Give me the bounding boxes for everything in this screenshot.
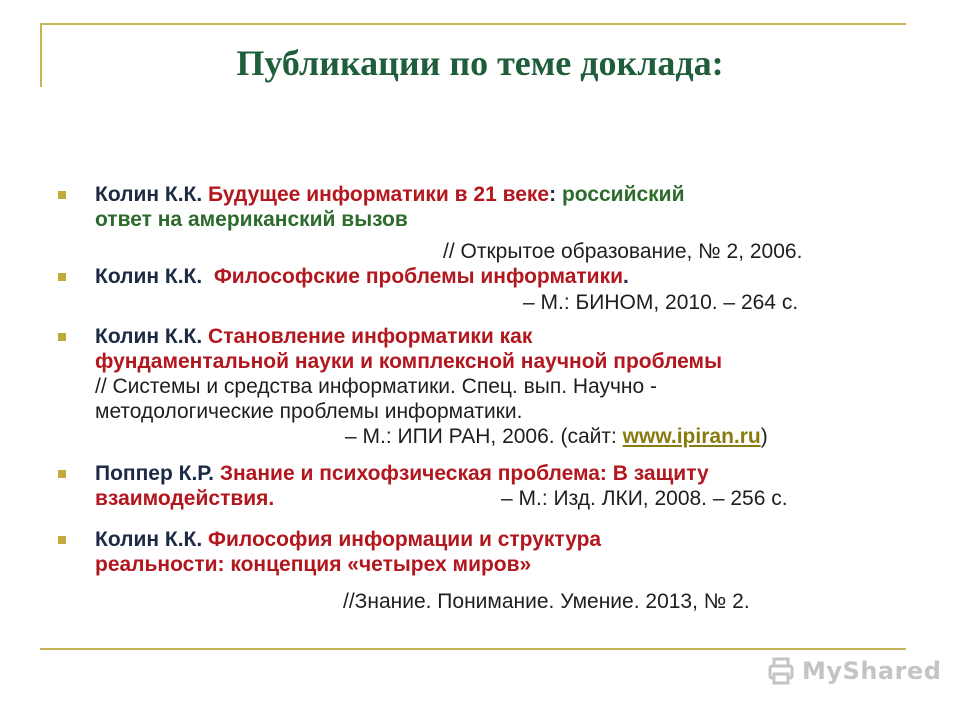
- bullet-icon: [58, 333, 66, 341]
- item-title: Философские проблемы информатики: [213, 265, 623, 288]
- item-source: – М.: Изд. ЛКИ, 2008. – 256 с.: [501, 487, 788, 510]
- list-item: [58, 182, 918, 264]
- item-title-line2: ответ на американский вызов: [95, 208, 408, 231]
- watermark-text: MyShared: [802, 657, 942, 685]
- publication-list: [58, 182, 918, 617]
- item-heading: [95, 324, 918, 349]
- item-title: Будущее информатики в 21 веке: [208, 183, 550, 206]
- item-source-prefix: – М.: ИПИ РАН, 2006. (сайт:: [345, 425, 623, 448]
- item-source: // Открытое образование, № 2, 2006.: [443, 240, 803, 263]
- item-title-line2: взаимодействия.: [95, 487, 275, 510]
- item-author: Колин К.К.: [95, 325, 203, 348]
- top-rule: [40, 23, 906, 25]
- item-title: Философия информации и структура: [208, 528, 602, 551]
- item-author: Колин К.К.: [95, 183, 203, 206]
- slide-title: Публикации по теме доклада:: [236, 43, 724, 83]
- item-source-line1: [95, 374, 918, 399]
- bullet-icon: [58, 191, 66, 199]
- item-source: – М.: БИНОМ, 2010. – 264 с.: [523, 291, 799, 314]
- item-title-line2: фундаментальной науки и комплексной научной проблемы: [95, 350, 723, 373]
- item-title: Становление информатики как: [208, 325, 533, 348]
- item-slashes: //: [95, 375, 107, 398]
- item-source-suffix: ): [760, 425, 768, 448]
- item-title-line2: реальности: концепция «четырех миров»: [95, 553, 532, 576]
- item-source-line2: методологические проблемы информатики.: [95, 400, 523, 423]
- list-item: [58, 461, 918, 527]
- item-title: Знание и психофзическая проблема: В защиту: [219, 462, 709, 485]
- item-source: //Знание. Понимание. Умение. 2013, № 2.: [343, 590, 750, 613]
- myshared-logo: [766, 656, 941, 686]
- item-heading: [95, 527, 918, 552]
- site-link[interactable]: www.ipiran.ru: [622, 425, 761, 448]
- item-colon: :: [549, 183, 557, 206]
- item-title-cont: российский: [561, 183, 685, 206]
- printer-logo-icon: [766, 656, 796, 686]
- bullet-icon: [58, 536, 66, 544]
- item-source-line3: [95, 424, 918, 449]
- item-heading: [95, 182, 918, 207]
- bullet-icon: [58, 470, 66, 478]
- item-source: Системы и средства информатики. Спец. вып. Научно -: [112, 375, 658, 398]
- list-item: [58, 264, 918, 324]
- list-item: [58, 527, 918, 617]
- item-dot: .: [623, 265, 629, 288]
- item-author: Колин К.К.: [95, 528, 203, 551]
- item-heading: [95, 264, 918, 289]
- item-heading: [95, 461, 918, 486]
- list-item: [58, 324, 918, 461]
- item-author: Колин К.К.: [95, 265, 203, 288]
- item-author: Поппер К.Р.: [95, 462, 214, 485]
- bullet-icon: [58, 273, 66, 281]
- bottom-rule: [40, 648, 906, 650]
